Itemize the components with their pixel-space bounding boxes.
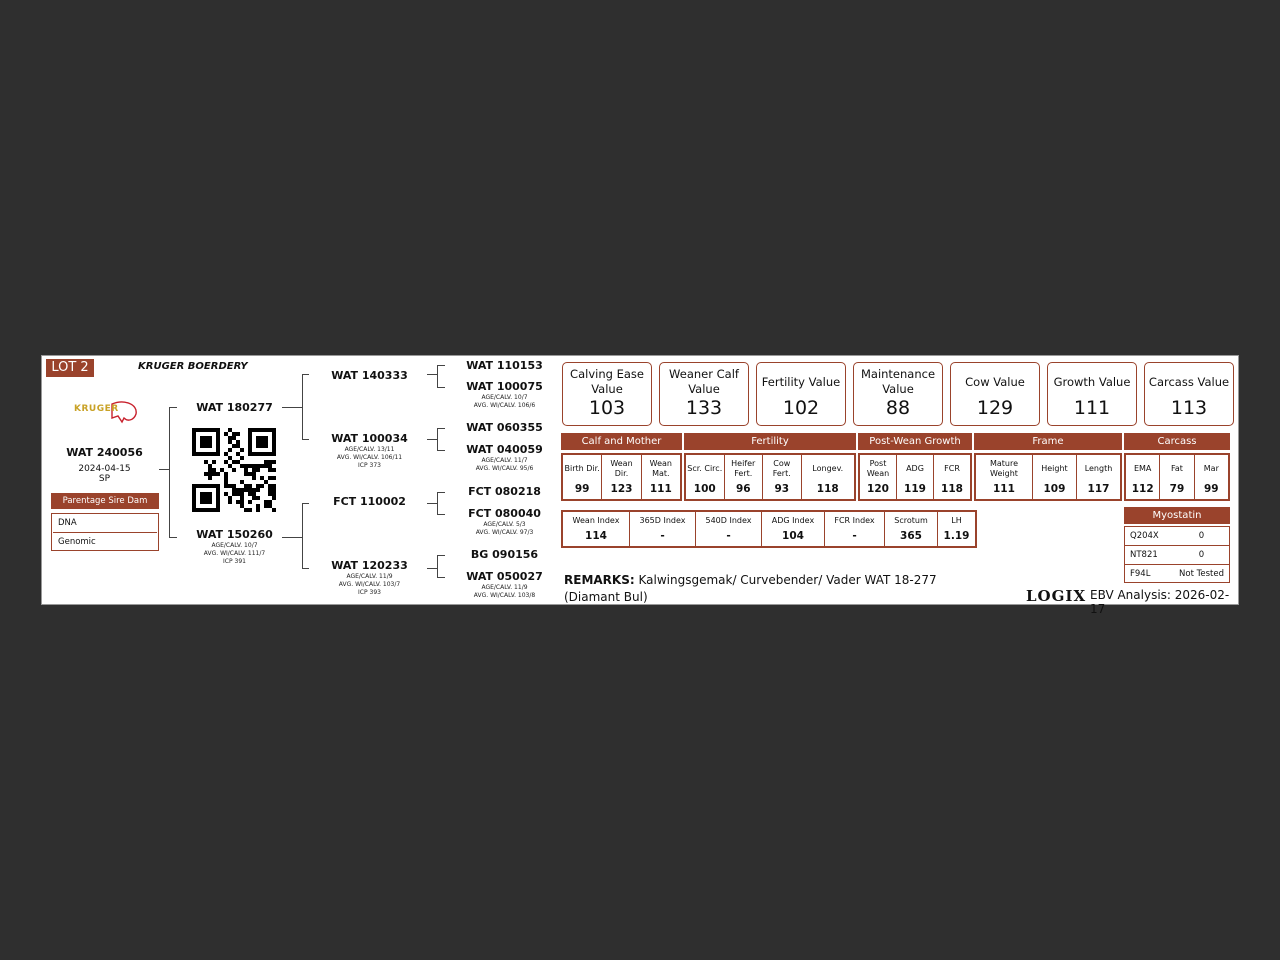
- ebv-value: 96: [735, 483, 751, 495]
- sd-age: AGE/CALV. 13/11: [344, 446, 395, 453]
- ebv-header: Length: [1084, 464, 1113, 473]
- dam-avg: AVG. WI/CALV. 111/7: [203, 550, 266, 557]
- ebv-value: 79: [1169, 483, 1185, 495]
- value-box-maintenance: [853, 362, 943, 426]
- dam-id: WAT 150260: [196, 528, 273, 541]
- myostatin-value: Not Tested: [1179, 569, 1224, 579]
- ebv-header: Wean Mat.: [649, 459, 672, 478]
- myostatin-key: NT821: [1130, 550, 1158, 560]
- ebv-cell: [1126, 455, 1160, 499]
- value-number: 102: [782, 397, 820, 419]
- group-header-carcass: Carcass: [1124, 433, 1230, 450]
- index-value: -: [726, 530, 731, 542]
- ebv-header: Mature Weight: [989, 459, 1018, 478]
- sdd-id: WAT 040059: [466, 443, 543, 456]
- dd-avg: AVG. WI/CALV. 103/7: [338, 581, 401, 588]
- remarks-label: REMARKS:: [564, 573, 635, 587]
- ebv-header: Height: [1041, 464, 1068, 473]
- ebv-header: Post Wean: [866, 459, 890, 478]
- dam-age: AGE/CALV. 10/7: [211, 542, 258, 549]
- ebv-table-carcass: [1124, 453, 1230, 501]
- value-number: 111: [1073, 397, 1111, 419]
- index-header: Wean Index: [572, 516, 620, 525]
- remarks-text: Kalwingsgemak/ Curvebender/ Vader WAT 18-277 (Diamant Bul): [564, 573, 937, 604]
- ebv-header: Wean Dir.: [610, 459, 633, 478]
- parentage-box: [51, 513, 159, 551]
- index-value: 1.19: [943, 530, 970, 542]
- myostatin-row: [1125, 546, 1229, 565]
- ebv-table-calf-mother: [561, 453, 682, 501]
- animal-birth-date: 2024-04-15: [78, 464, 131, 474]
- index-cell: [563, 512, 630, 546]
- value-number: 113: [1170, 397, 1208, 419]
- value-number: 88: [885, 397, 911, 419]
- value-label: Cow Value: [965, 374, 1025, 389]
- parentage-header: Parentage Sire Dam: [51, 493, 159, 509]
- remarks: [564, 572, 944, 606]
- lot-card: [41, 355, 1239, 616]
- ds-id: FCT 110002: [333, 495, 406, 508]
- sss-id: WAT 110153: [466, 359, 543, 372]
- ebv-value: 123: [610, 483, 633, 495]
- dsd-age: AGE/CALV. 5/3: [483, 521, 526, 528]
- ebv-value: 111: [993, 483, 1015, 495]
- value-label: Growth Value: [1053, 374, 1131, 389]
- breeder-name: KRUGER BOERDERY: [138, 361, 248, 372]
- index-value: -: [852, 530, 857, 542]
- index-cell: [762, 512, 825, 546]
- value-label: Calving Ease Value: [570, 367, 644, 396]
- index-value: 114: [585, 530, 607, 542]
- ssd-id: WAT 100075: [466, 380, 543, 393]
- ebv-header: Mar: [1203, 464, 1219, 473]
- index-header: FCR Index: [834, 516, 875, 525]
- sd-id: WAT 100034: [331, 432, 408, 445]
- ebv-value: 100: [693, 483, 716, 495]
- value-label: Maintenance Value: [860, 367, 936, 396]
- index-header: ADG Index: [771, 516, 815, 525]
- parentage-genomic: Genomic: [58, 537, 96, 547]
- ebv-table-frame: [974, 453, 1122, 501]
- ebv-header: ADG: [906, 464, 924, 473]
- ebv-value: 119: [904, 483, 926, 495]
- ebv-analysis-date: EBV Analysis: 2026-02-17: [1090, 588, 1230, 616]
- ebv-header: Heifer Fert.: [731, 459, 756, 478]
- ebv-cell: [1160, 455, 1194, 499]
- index-header: 365D Index: [639, 516, 686, 525]
- ebv-cell: [897, 455, 934, 499]
- myostatin-key: Q204X: [1130, 531, 1159, 541]
- index-value: -: [660, 530, 665, 542]
- index-value: 365: [900, 530, 922, 542]
- value-box-weaner-calf: [659, 362, 749, 426]
- ebv-table-fertility: [684, 453, 856, 501]
- sds-id: WAT 060355: [466, 421, 543, 434]
- ebv-cell: [1077, 455, 1120, 499]
- value-label: Weaner Calf Value: [669, 367, 739, 396]
- ebv-cell: [563, 455, 602, 499]
- dd-id: WAT 120233: [331, 559, 408, 572]
- dsd-id: FCT 080040: [468, 507, 541, 520]
- group-header-frame: Frame: [974, 433, 1122, 450]
- value-box-carcass: [1144, 362, 1234, 426]
- parentage-dna: DNA: [53, 515, 157, 533]
- ebv-cell: [802, 455, 855, 499]
- lot-badge: LOT 2: [46, 359, 94, 377]
- value-box-growth: [1047, 362, 1137, 426]
- value-box-cow: [950, 362, 1040, 426]
- ddd-avg: AVG. WI/CALV. 103/8: [473, 592, 536, 599]
- value-number: 103: [588, 397, 626, 419]
- ebv-cell: [976, 455, 1033, 499]
- ebv-value: 99: [574, 483, 590, 495]
- ebv-value: 93: [774, 483, 790, 495]
- ebv-value: 112: [1131, 483, 1154, 495]
- ebv-cell: [1033, 455, 1077, 499]
- dam-icp: ICP 391: [223, 558, 246, 565]
- value-number: 133: [685, 397, 723, 419]
- ebv-value: 99: [1204, 483, 1219, 495]
- ebv-value: 120: [867, 483, 889, 495]
- sd-avg: AVG. WI/CALV. 106/11: [336, 454, 403, 461]
- myostatin-row: [1125, 565, 1229, 583]
- group-header-fertility: Fertility: [684, 433, 856, 450]
- ebv-header: Longev.: [812, 464, 844, 473]
- dsd-avg: AVG. WI/CALV. 97/3: [475, 529, 534, 536]
- ebv-header: Scr. Circ.: [687, 464, 723, 473]
- ebv-header: Fat: [1171, 464, 1183, 473]
- ebv-cell: [602, 455, 641, 499]
- dd-icp: ICP 393: [358, 589, 381, 596]
- value-label: Fertility Value: [761, 374, 841, 389]
- ssd-avg: AVG. WI/CALV. 106/6: [473, 402, 536, 409]
- animal-id: WAT 240056: [66, 446, 143, 459]
- dd-age: AGE/CALV. 11/9: [346, 573, 393, 580]
- ss-id: WAT 140333: [331, 369, 408, 382]
- ebv-header: Birth Dir.: [564, 464, 600, 473]
- animal-type: SP: [98, 474, 111, 484]
- myostatin-key: F94L: [1130, 569, 1151, 579]
- index-value: 104: [782, 530, 804, 542]
- ebv-header: EMA: [1133, 464, 1152, 473]
- value-box-calving-ease: [562, 362, 652, 426]
- sd-icp: ICP 373: [358, 462, 381, 469]
- group-header-calf-mother: Calf and Mother: [561, 433, 682, 450]
- ebv-cell: [763, 455, 802, 499]
- myostatin-table: [1124, 526, 1230, 583]
- sdd-age: AGE/CALV. 11/7: [481, 457, 528, 464]
- ebv-value: 111: [649, 483, 672, 495]
- ddd-age: AGE/CALV. 11/9: [481, 584, 528, 591]
- value-label: Carcass Value: [1148, 374, 1230, 389]
- dds-id: BG 090156: [470, 548, 539, 561]
- logo-text: KRUGER: [74, 404, 119, 414]
- myostatin-value: 0: [1198, 531, 1205, 541]
- myostatin-header: Myostatin: [1124, 507, 1230, 524]
- ebv-cell: [934, 455, 970, 499]
- index-cell: [885, 512, 938, 546]
- ebv-cell: [725, 455, 764, 499]
- value-box-fertility: [756, 362, 846, 426]
- index-header: Scrotum: [894, 516, 928, 525]
- sire-id: WAT 180277: [196, 401, 273, 414]
- sdd-avg: AVG. WI/CALV. 95/6: [475, 465, 534, 472]
- ddd-id: WAT 050027: [466, 570, 543, 583]
- myostatin-row: [1125, 527, 1229, 546]
- ebv-header: Cow Fert.: [772, 459, 791, 478]
- dss-id: FCT 080218: [468, 485, 541, 498]
- index-cell: [825, 512, 885, 546]
- qr-code-icon: [192, 428, 276, 512]
- logix-logo: LOGIX: [1026, 587, 1087, 605]
- index-cell: [696, 512, 762, 546]
- index-table: [561, 510, 977, 548]
- ebv-cell: [860, 455, 897, 499]
- index-cell: [938, 512, 975, 546]
- ebv-table-post-wean: [858, 453, 972, 501]
- index-cell: [630, 512, 696, 546]
- ebv-value: 109: [1043, 483, 1066, 495]
- ebv-value: 117: [1087, 483, 1110, 495]
- myostatin-value: 0: [1198, 550, 1205, 560]
- ebv-cell: [686, 455, 725, 499]
- ssd-age: AGE/CALV. 10/7: [481, 394, 528, 401]
- index-header: LH: [951, 516, 962, 525]
- ebv-cell: [1195, 455, 1228, 499]
- ebv-value: 118: [941, 483, 963, 495]
- value-number: 129: [976, 397, 1014, 419]
- ebv-cell: [642, 455, 680, 499]
- ebv-value: 118: [816, 483, 839, 495]
- group-header-post-wean: Post-Wean Growth: [858, 433, 972, 450]
- index-header: 540D Index: [705, 516, 752, 525]
- ebv-header: FCR: [944, 464, 960, 473]
